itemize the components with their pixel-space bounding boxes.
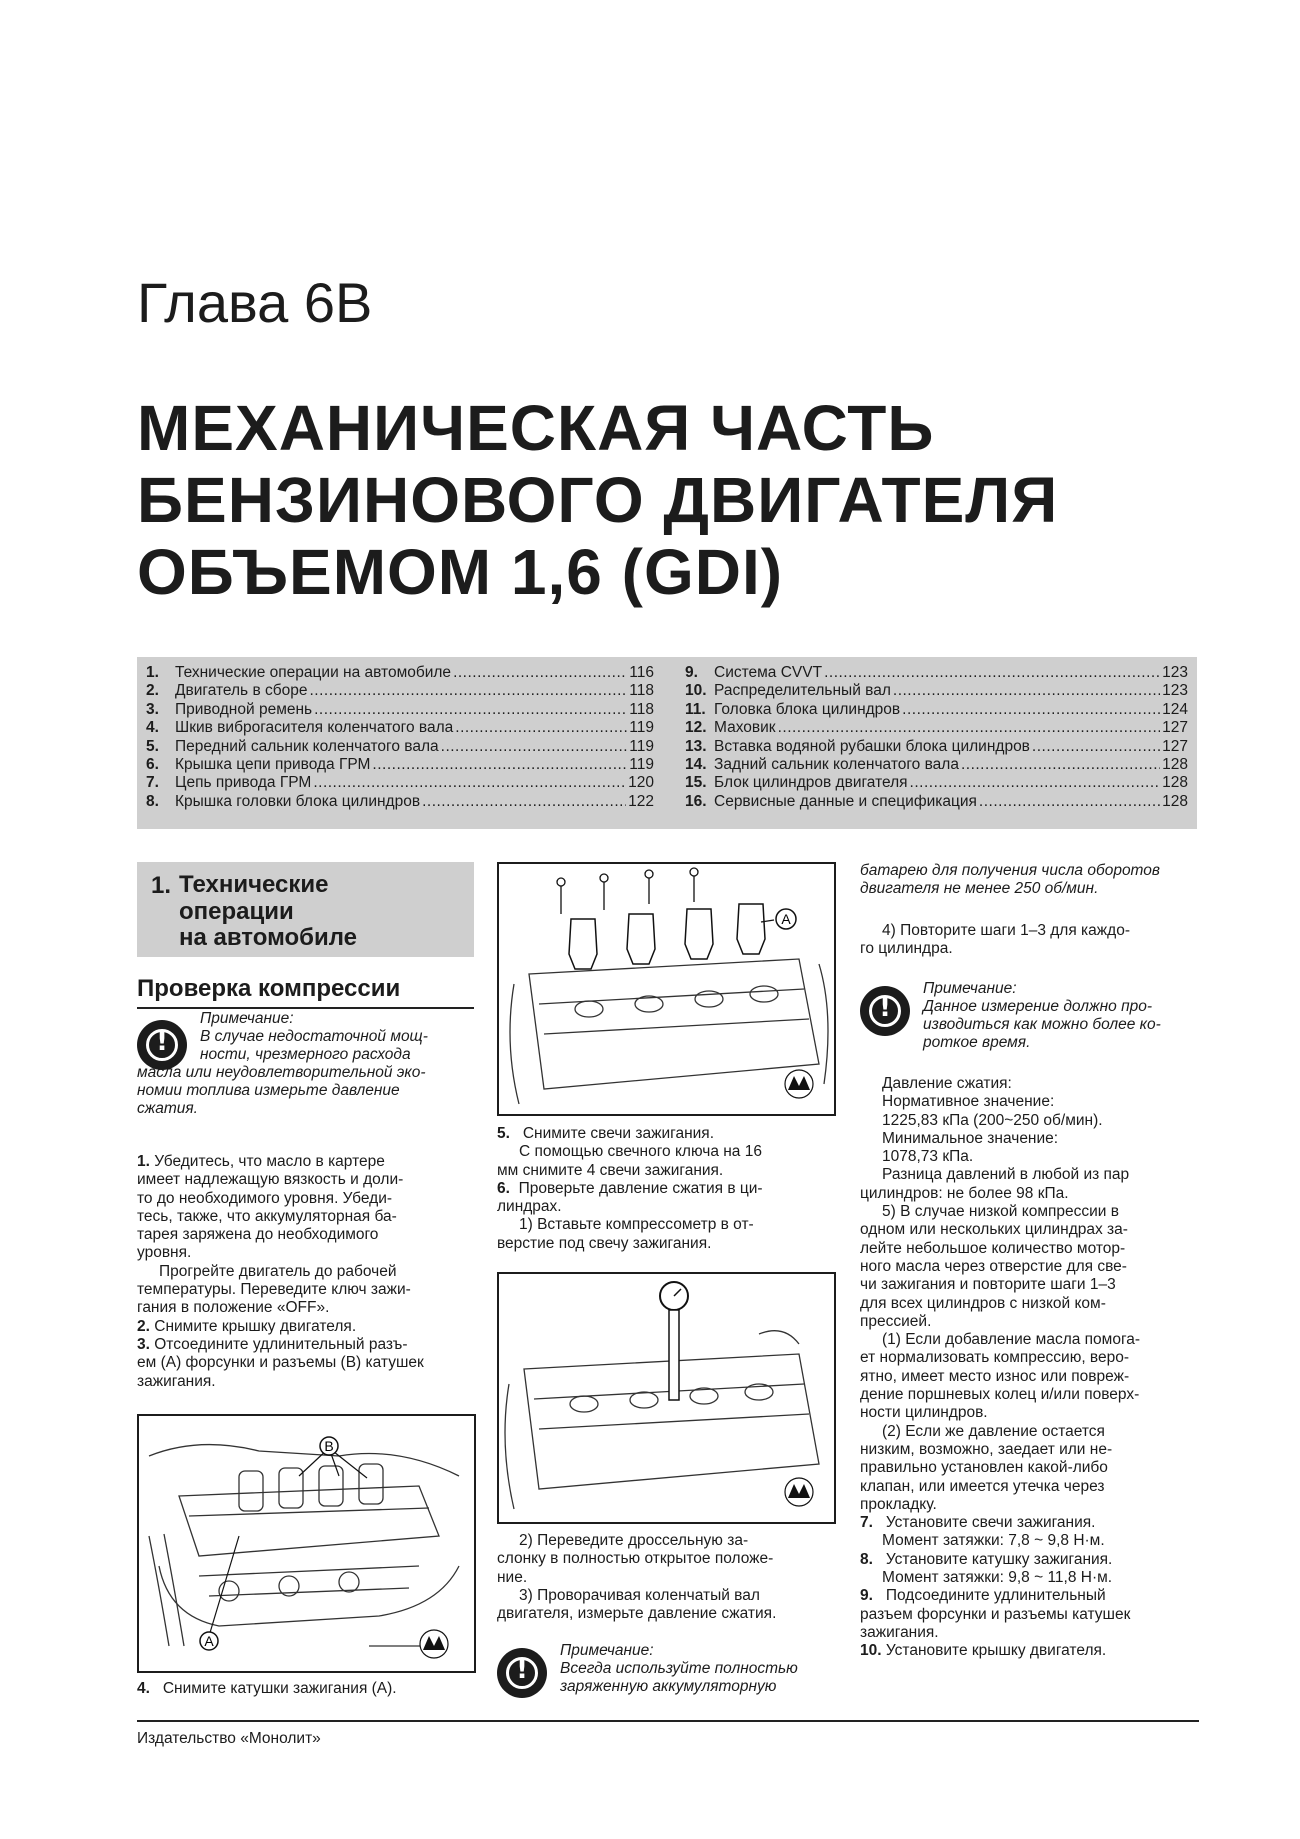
toc-item-page: 119 bbox=[629, 737, 654, 755]
title-line: БЕНЗИНОВОГО ДВИГАТЕЛЯ bbox=[137, 464, 1059, 536]
toc-item-number: 2. bbox=[146, 682, 159, 700]
toc-item-page: 119 bbox=[629, 756, 654, 774]
text-line: ности цилиндров. bbox=[860, 1404, 988, 1422]
text-line: линдрах. bbox=[497, 1198, 562, 1216]
callout-a: A bbox=[204, 1633, 214, 1649]
toc-item-page: 128 bbox=[1162, 774, 1188, 792]
note-block bbox=[860, 980, 1198, 1050]
step-number: 9. bbox=[860, 1587, 873, 1605]
toc-item-page: 118 bbox=[629, 682, 654, 700]
toc-item-number: 3. bbox=[146, 700, 159, 718]
note-label: Примечание: bbox=[923, 980, 1017, 997]
section-heading bbox=[137, 862, 474, 957]
step-number: 5. bbox=[497, 1125, 510, 1142]
toc-item-number: 15. bbox=[685, 774, 707, 792]
gauge-illustration bbox=[499, 1274, 834, 1522]
lightbulb-icon: ! bbox=[860, 986, 910, 1036]
toc-item-number: 4. bbox=[146, 719, 159, 737]
step-number: 10. bbox=[860, 1642, 882, 1660]
figure-ignition-coils bbox=[137, 1414, 476, 1673]
step-number: 3. bbox=[137, 1335, 150, 1353]
toc-item-page: 123 bbox=[1162, 664, 1188, 681]
callout-b: B bbox=[324, 1438, 334, 1454]
toc-item bbox=[146, 793, 654, 811]
toc-item bbox=[146, 719, 654, 737]
toc-item bbox=[685, 756, 1188, 774]
note-label: Примечание: bbox=[200, 1010, 294, 1027]
figure-ignition-coil-removal bbox=[497, 862, 836, 1116]
toc-leader-dots bbox=[902, 701, 1160, 719]
toc-item bbox=[685, 682, 1188, 700]
text-line: двигателя не менее 250 об/мин. bbox=[860, 880, 1099, 898]
col2-text-bottom bbox=[497, 1532, 832, 1623]
text-line: батарею для получения числа оборотов bbox=[860, 862, 1161, 879]
toc-leader-dots bbox=[313, 774, 626, 792]
toc-item-page: 124 bbox=[1162, 700, 1188, 718]
note-line: сжатия. bbox=[137, 1100, 198, 1117]
col3-step4 bbox=[860, 922, 1198, 959]
text-line: Убедитесь, что масло в картере bbox=[154, 1153, 385, 1170]
text-line: Установите катушку зажигания. bbox=[885, 1550, 1113, 1568]
lightbulb-icon: ! bbox=[497, 1648, 547, 1698]
text-line: лейте небольшое количество мотор- bbox=[860, 1239, 1126, 1257]
note-line: заряженную аккумуляторную bbox=[560, 1678, 777, 1695]
toc-leader-dots bbox=[893, 682, 1160, 700]
text-line: мм снимите 4 свечи зажигания. bbox=[497, 1161, 724, 1179]
toc-item-title: Блок цилиндров двигателя bbox=[714, 774, 908, 792]
toc-item bbox=[685, 701, 1188, 719]
text-line: слонку в полностью открытое положе- bbox=[497, 1550, 774, 1568]
toc-item-page: 118 bbox=[629, 700, 654, 718]
text-line: ние. bbox=[497, 1568, 528, 1586]
toc-item bbox=[685, 774, 1188, 792]
toc-item-number: 1. bbox=[146, 664, 159, 681]
text-line: Отсоедините удлинительный разъ- bbox=[154, 1335, 408, 1353]
toc-item-number: 11. bbox=[685, 700, 706, 718]
toc-item-title: Сервисные данные и спецификация bbox=[714, 792, 977, 810]
text-line: 1) Вставьте компрессометр в от- bbox=[519, 1216, 754, 1234]
toc-item-page: 119 bbox=[629, 719, 654, 737]
toc-item-title: Двигатель в сборе bbox=[175, 682, 308, 700]
toc-item bbox=[146, 756, 654, 774]
step-number: 6. bbox=[497, 1179, 510, 1197]
chapter-label: Глава 6В bbox=[137, 271, 373, 334]
text-line: Снимите свечи зажигания. bbox=[522, 1125, 714, 1142]
text-line: Нормативное значение: bbox=[882, 1093, 1055, 1111]
toc-item-title: Приводной ремень bbox=[175, 700, 313, 718]
toc-item-page: 123 bbox=[1162, 682, 1188, 700]
toc-item-page: 116 bbox=[629, 664, 654, 681]
title-line: ОБЪЕМОМ 1,6 (GDI) bbox=[137, 536, 784, 608]
note-line: В случае недостаточной мощ- bbox=[200, 1028, 428, 1045]
toc-item bbox=[146, 774, 654, 792]
toc-item-page: 127 bbox=[1162, 719, 1188, 737]
col2-text-top bbox=[497, 1125, 832, 1253]
text-line: (1) Если добавление масла помога- bbox=[882, 1331, 1141, 1349]
lightbulb-icon: ! bbox=[137, 1020, 187, 1070]
toc-item-title: Распределительный вал bbox=[714, 682, 891, 700]
col3-continuation bbox=[860, 862, 1198, 899]
text-line: С помощью свечного ключа на 16 bbox=[519, 1143, 762, 1161]
toc-item-page: 120 bbox=[628, 774, 654, 792]
figure-compression-gauge bbox=[497, 1272, 836, 1524]
toc-item-title: Шкив виброгасителя коленчатого вала bbox=[175, 719, 454, 737]
text-line: ем (А) форсунки и разъемы (В) катушек bbox=[137, 1354, 424, 1372]
note-block bbox=[137, 1010, 474, 1130]
toc-item-number: 10. bbox=[685, 682, 707, 700]
note-text-cont bbox=[137, 1064, 474, 1118]
section-number: 1. bbox=[151, 872, 172, 899]
toc-item-number: 6. bbox=[146, 756, 159, 774]
text-line: имеет надлежащую вязкость и доли- bbox=[137, 1171, 404, 1189]
footer-divider bbox=[137, 1720, 1199, 1722]
text-line: Момент затяжки: 7,8 ~ 9,8 Н·м. bbox=[882, 1532, 1105, 1550]
toc-item bbox=[146, 738, 654, 756]
toc-item bbox=[685, 738, 1188, 756]
text-line: 3) Проворачивая коленчатый вал bbox=[519, 1586, 760, 1604]
note-label: Примечание: bbox=[560, 1642, 654, 1659]
toc-item-number: 8. bbox=[146, 792, 159, 810]
section-title-line: операции bbox=[179, 897, 294, 925]
text-line: прокладку. bbox=[860, 1495, 937, 1513]
toc-item-number: 14. bbox=[685, 756, 707, 774]
callout-a: A bbox=[781, 911, 791, 927]
note-block bbox=[497, 1642, 832, 1708]
text-line: (2) Если же давление остается bbox=[882, 1422, 1105, 1440]
table-of-contents bbox=[137, 657, 1197, 829]
toc-item-title: Вставка водяной рубашки блока цилиндров bbox=[714, 737, 1030, 755]
note-line: изводиться как можно более ко- bbox=[923, 1016, 1161, 1033]
note-line: ности, чрезмерного расхода bbox=[200, 1046, 411, 1063]
text-line: Давление сжатия: bbox=[882, 1075, 1012, 1092]
toc-column-right bbox=[685, 664, 1188, 811]
text-line: прессией. bbox=[860, 1312, 932, 1330]
text-line: тесь, также, что аккумуляторная ба- bbox=[137, 1207, 397, 1225]
text-line: Прогрейте двигатель до рабочей bbox=[159, 1262, 397, 1280]
toc-item-title: Передний сальник коленчатого вала bbox=[175, 737, 439, 755]
note-text bbox=[923, 998, 1198, 1052]
toc-item-page: 122 bbox=[628, 792, 654, 810]
text-line: 2) Переведите дроссельную за- bbox=[519, 1532, 749, 1549]
note-line: Данное измерение должно про- bbox=[923, 998, 1152, 1015]
text-line: двигателя, измерьте давление сжатия. bbox=[497, 1605, 777, 1623]
note-text bbox=[560, 1660, 832, 1696]
toc-item-number: 13. bbox=[685, 737, 707, 755]
text-line: дение поршневых колец и/или поверх- bbox=[860, 1386, 1140, 1404]
col1-text bbox=[137, 1153, 474, 1391]
text-line: Установите крышку двигателя. bbox=[885, 1642, 1107, 1660]
toc-item-number: 16. bbox=[685, 792, 707, 810]
text-line: Момент затяжки: 9,8 ~ 11,8 Н·м. bbox=[882, 1569, 1113, 1587]
text-line: гания в положение «OFF». bbox=[137, 1299, 330, 1317]
text-line: ет нормализовать компрессию, веро- bbox=[860, 1349, 1130, 1367]
note-text bbox=[200, 1028, 474, 1064]
text-line: Подсоедините удлинительный bbox=[885, 1587, 1106, 1605]
note-line: масла или неудовлетворительной эко- bbox=[137, 1064, 426, 1081]
section-title-line: Технические bbox=[179, 871, 329, 898]
toc-item-title: Задний сальник коленчатого вала bbox=[714, 756, 959, 774]
col3-text bbox=[860, 1075, 1198, 1661]
logo-icon bbox=[420, 1630, 448, 1658]
toc-item-page: 128 bbox=[1162, 756, 1188, 774]
text-line: чи зажигания и повторите шаги 1–3 bbox=[860, 1276, 1116, 1294]
logo-icon bbox=[785, 1070, 813, 1098]
toc-leader-dots bbox=[372, 756, 627, 774]
toc-item bbox=[146, 664, 654, 682]
toc-leader-dots bbox=[961, 756, 1160, 774]
text-line: уровня. bbox=[137, 1244, 192, 1262]
text-line: Минимальное значение: bbox=[882, 1129, 1059, 1147]
toc-column-left bbox=[146, 664, 654, 811]
toc-leader-dots bbox=[453, 664, 627, 682]
text-line: Снимите крышку двигателя. bbox=[154, 1317, 357, 1335]
toc-leader-dots bbox=[979, 793, 1160, 811]
step-number: 1. bbox=[137, 1153, 150, 1170]
toc-item-title: Система CVVT bbox=[714, 664, 823, 681]
text-line: верстие под свечу зажигания. bbox=[497, 1234, 712, 1252]
text-line: 1078,73 кПа. bbox=[882, 1148, 974, 1166]
toc-item-title: Крышка головки блока цилиндров bbox=[175, 792, 421, 810]
step-number: 7. bbox=[860, 1514, 873, 1532]
section-title-line: на автомобиле bbox=[179, 924, 358, 951]
toc-item-title: Цепь привода ГРМ bbox=[175, 774, 312, 792]
toc-item-title: Головка блока цилиндров bbox=[714, 700, 901, 718]
toc-item bbox=[146, 682, 654, 700]
text-line: цилиндров: не более 98 кПа. bbox=[860, 1184, 1069, 1202]
text-line: 1225,83 кПа (200~250 об/мин). bbox=[882, 1111, 1103, 1129]
note-line: роткое время. bbox=[923, 1034, 1031, 1051]
text-line: ятно, имеет место износ или повреж- bbox=[860, 1367, 1130, 1385]
text-line: зажигания. bbox=[860, 1623, 939, 1641]
toc-leader-dots bbox=[441, 738, 628, 756]
text-line: низким, возможно, заедает или не- bbox=[860, 1440, 1113, 1458]
toc-item bbox=[685, 793, 1188, 811]
title-line: МЕХАНИЧЕСКАЯ ЧАСТЬ bbox=[137, 392, 935, 464]
section-title bbox=[179, 872, 357, 952]
step-number: 4. bbox=[137, 1680, 150, 1697]
text-line: тарея заряжена до необходимого bbox=[137, 1226, 379, 1244]
toc-leader-dots bbox=[778, 719, 1161, 737]
text-line: клапан, или имеется утечка через bbox=[860, 1477, 1105, 1495]
toc-item bbox=[685, 664, 1188, 682]
toc-item-number: 12. bbox=[685, 719, 707, 737]
toc-item bbox=[146, 701, 654, 719]
coil-illustration bbox=[499, 864, 834, 1114]
text-line: Установите свечи зажигания. bbox=[885, 1514, 1096, 1532]
logo-icon bbox=[785, 1478, 813, 1506]
step-number: 8. bbox=[860, 1550, 873, 1568]
text-line: то до необходимого уровня. Убеди- bbox=[137, 1189, 393, 1207]
text-line: зажигания. bbox=[137, 1372, 216, 1390]
text-line: Разница давлений в любой из пар bbox=[882, 1166, 1130, 1184]
toc-leader-dots bbox=[314, 701, 627, 719]
subsection-heading: Проверка компрессии bbox=[137, 975, 474, 1009]
toc-item-number: 9. bbox=[685, 664, 698, 681]
text-line: для всех цилиндров с низкой ком- bbox=[860, 1294, 1106, 1312]
toc-item-title: Крышка цепи привода ГРМ bbox=[175, 756, 371, 774]
toc-leader-dots bbox=[422, 793, 626, 811]
step-number: 2. bbox=[137, 1317, 150, 1335]
toc-item bbox=[685, 719, 1188, 737]
text-line: одном или нескольких цилиндрах за- bbox=[860, 1221, 1128, 1239]
text-line: 4) Повторите шаги 1–3 для каждо- bbox=[882, 922, 1130, 939]
text-line: разъем форсунки и разъемы катушек bbox=[860, 1605, 1131, 1623]
text-line: температуры. Переведите ключ зажи- bbox=[137, 1281, 411, 1299]
text-line: правильно установлен какой-либо bbox=[860, 1459, 1108, 1477]
note-line: номии топлива измерьте давление bbox=[137, 1082, 400, 1099]
toc-leader-dots bbox=[824, 664, 1160, 682]
toc-item-page: 128 bbox=[1162, 792, 1188, 810]
toc-leader-dots bbox=[910, 774, 1161, 792]
text-line: 5) В случае низкой компрессии в bbox=[882, 1203, 1119, 1221]
step-4 bbox=[137, 1680, 474, 1698]
toc-leader-dots bbox=[455, 719, 627, 737]
toc-leader-dots bbox=[1032, 738, 1160, 756]
toc-item-number: 7. bbox=[146, 774, 159, 792]
toc-item-title: Маховик bbox=[714, 719, 776, 737]
text-line: ного масла через отверстие для све- bbox=[860, 1257, 1127, 1275]
note-line: Всегда используйте полностью bbox=[560, 1660, 798, 1677]
publisher-footer: Издательство «Монолит» bbox=[137, 1730, 321, 1747]
toc-item-number: 5. bbox=[146, 737, 159, 755]
text-line: го цилиндра. bbox=[860, 940, 953, 958]
toc-item-page: 127 bbox=[1162, 737, 1188, 755]
engine-illustration bbox=[139, 1416, 474, 1671]
text-line: Снимите катушки зажигания (А). bbox=[162, 1680, 397, 1697]
chapter-title bbox=[137, 392, 1237, 608]
toc-item-title: Технические операции на автомобиле bbox=[175, 664, 452, 681]
toc-leader-dots bbox=[309, 682, 627, 700]
text-line: Проверьте давление сжатия в ци- bbox=[518, 1179, 763, 1197]
